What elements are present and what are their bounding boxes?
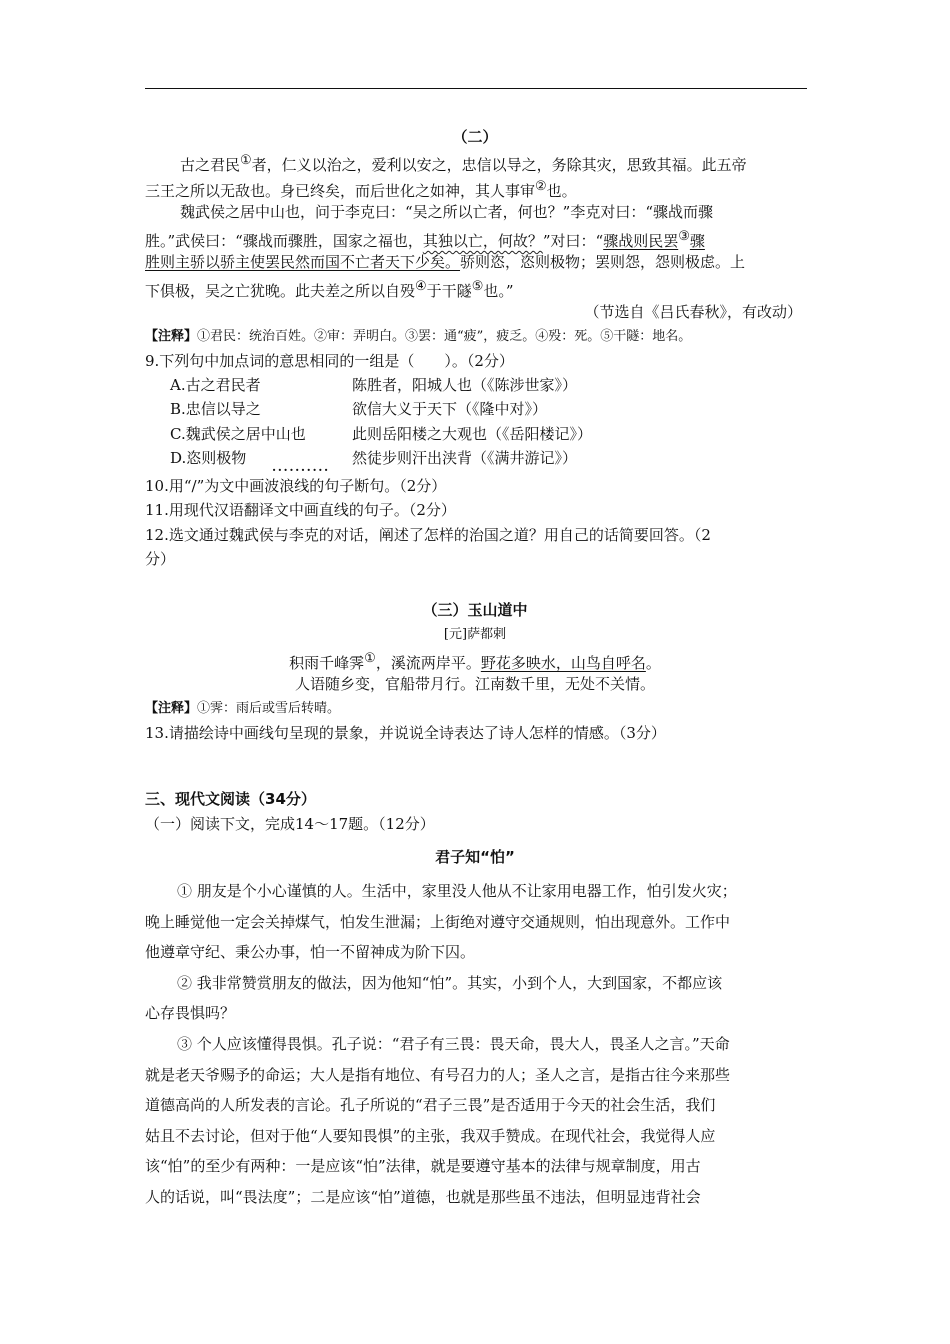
text-run: 积雨千峰霁	[289, 654, 365, 672]
text-run: 于干隧	[426, 282, 472, 300]
article-line: 就是老天爷赐予的命运；大人是指有地位、有号召力的人；圣人之言，是指古往今来那些	[145, 1066, 731, 1084]
passage2-title: （二）	[452, 128, 498, 146]
emphasis-dots: ··········	[272, 463, 330, 477]
footnote-mark: ③	[678, 229, 690, 244]
question-12-line2: 分）	[145, 550, 176, 568]
text-run: 三王之所以无敌也。身已终矣，而后世化之如神，其人事审	[145, 182, 536, 200]
option-b-pair: 欲信大义于天下（《隆中对》）	[352, 400, 548, 418]
text-run: 也。	[546, 182, 577, 200]
notes-text: ①君民：统治百姓。②审：弄明白。③罢：通“疲”，疲乏。④殁：死。⑤干隧：地名。	[197, 329, 692, 344]
header-rule	[145, 88, 807, 89]
article-title: 君子知“怕”	[435, 848, 515, 866]
article-line: ② 我非常赞赏朋友的做法，因为他知“怕”。其实，小到个人，大到国家，不都应该	[177, 974, 723, 992]
passage2-p1-line1	[180, 150, 747, 176]
passage2-notes	[145, 326, 691, 348]
article-line: 晚上睡觉他一定会关掉煤气，怕发生泄漏；上街绝对遵守交通规则，怕出现意外。工作中	[145, 913, 731, 931]
notes-text: ①霁：雨后或雪后转晴。	[197, 701, 341, 716]
option-a-pair: 陈胜者，阳城人也（《陈涉世家》）	[352, 376, 578, 394]
text-run: 胜。”武侯曰：“骤战而骤胜，国家之福也，	[145, 232, 423, 250]
option-d-label: D.恣则极物	[170, 449, 247, 467]
option-d-pair: 然徒步则汗出浃背（《满井游记》）	[352, 449, 578, 467]
poem-author: [元]萨都剌	[443, 627, 507, 642]
text-run: 古之君民	[180, 156, 241, 174]
notes-label: 【注释】	[145, 329, 198, 344]
option-c-label: C.魏武侯之居中山也	[170, 425, 306, 443]
option-a-label: A.古之君民者	[170, 376, 261, 394]
question-12-line1: 12.选文通过魏武侯与李克的对话，阐述了怎样的治国之道？用自己的话简要回答。（2	[145, 526, 711, 544]
footnote-mark: ④	[415, 279, 427, 294]
passage2-p2-line3	[145, 251, 745, 273]
passage2-p1-line2	[145, 176, 577, 202]
passage2-p2-line1: 魏武侯之居中山也，问于李克曰：“吴之所以亡者，何也？”李克对曰：“骤战而骤	[180, 203, 714, 221]
text-run: 。	[645, 654, 661, 672]
wavy-underlined-sentence: 其独以亡，何故？	[422, 232, 543, 250]
article-line: 人的话说，叫“畏法度”；二是应该“怕”道德，也就是那些虽不违法，但明显违背社会	[145, 1188, 701, 1206]
article-line: 他遵章守纪、秉公办事，怕一不留神成为阶下囚。	[145, 943, 476, 961]
article-line: ③ 个人应该懂得畏惧。孔子说：“君子有三畏：畏天命，畏大人，畏圣人之言。”天命	[177, 1035, 730, 1053]
underlined-sentence: 骤	[689, 232, 705, 250]
underlined-sentence: 胜则主骄以骄主使罢民然而国不亡者天下少矣。	[145, 253, 461, 271]
passage2-p2-line2	[145, 226, 705, 252]
question-13: 13.请描绘诗中画线句呈现的景象，并说说全诗表达了诗人怎样的情感。（3分）	[145, 724, 666, 742]
section3-subheading: （一）阅读下文，完成14～17题。（12分）	[145, 815, 435, 833]
footnote-mark: ①	[364, 651, 376, 666]
article-line: 道德高尚的人所发表的言论。孔子所说的“君子三畏”是否适用于今天的社会生活，我们	[145, 1096, 716, 1114]
underlined-sentence: 骤战则民罢	[603, 232, 679, 250]
option-c-pair: 此则岳阳楼之大观也（《岳阳楼记》）	[352, 425, 593, 443]
text-run: ”对曰：“	[542, 232, 604, 250]
question-11: 11.用现代汉语翻译文中画直线的句子。（2分）	[145, 501, 456, 519]
article-line: 该“怕”的至少有两种：一是应该“怕”法律，就是要遵守基本的法律与规章制度，用古	[145, 1157, 701, 1175]
text-run: 骄则恣，恣则极物；罢则怨，怨则极虑。上	[460, 253, 746, 271]
text-run: 下俱极，吴之亡犹晚。此夫差之所以自殁	[145, 282, 416, 300]
underlined-verse: 野花多映水，山鸟自呼名	[480, 654, 646, 672]
passage2-p2-line4	[145, 276, 514, 302]
footnote-mark: ②	[535, 179, 547, 194]
passage2-source: （节选自《吕氏春秋》，有改动）	[584, 303, 802, 321]
article-line: 心存畏惧吗？	[145, 1004, 236, 1022]
notes-label: 【注释】	[145, 701, 198, 716]
article-line: ① 朋友是个小心谨慎的人。生活中，家里没人他从不让家用电器工作，怕引发火灾；	[177, 882, 737, 900]
footnote-mark: ①	[240, 153, 252, 168]
poem-title: （三）玉山道中	[422, 601, 528, 619]
section3-heading: 三、现代文阅读（34分）	[145, 790, 316, 808]
question-9: 9.下列句中加点词的意思相同的一组是（ ）。（2分）	[145, 352, 514, 370]
option-b-label: B.忠信以导之	[170, 400, 261, 418]
poem-notes	[145, 698, 340, 720]
poem-line2: 人语随乡变，官船带月行。江南数千里，无处不关情。	[294, 675, 655, 693]
text-run: ，溪流两岸平。	[375, 654, 481, 672]
footnote-mark: ⑤	[471, 279, 484, 294]
text-run: 者，仁义以治之，爱利以安之，忠信以导之，务除其灾，思致其福。此五帝	[251, 156, 747, 174]
question-10: 10.用“/”为文中画波浪线的句子断句。（2分）	[145, 477, 447, 495]
text-run: 也。”	[483, 282, 514, 300]
poem-line1	[0, 648, 950, 674]
article-line: 姑且不去讨论，但对于他“人要知畏惧”的主张，我双手赞成。在现代社会，我觉得人应	[145, 1127, 716, 1145]
